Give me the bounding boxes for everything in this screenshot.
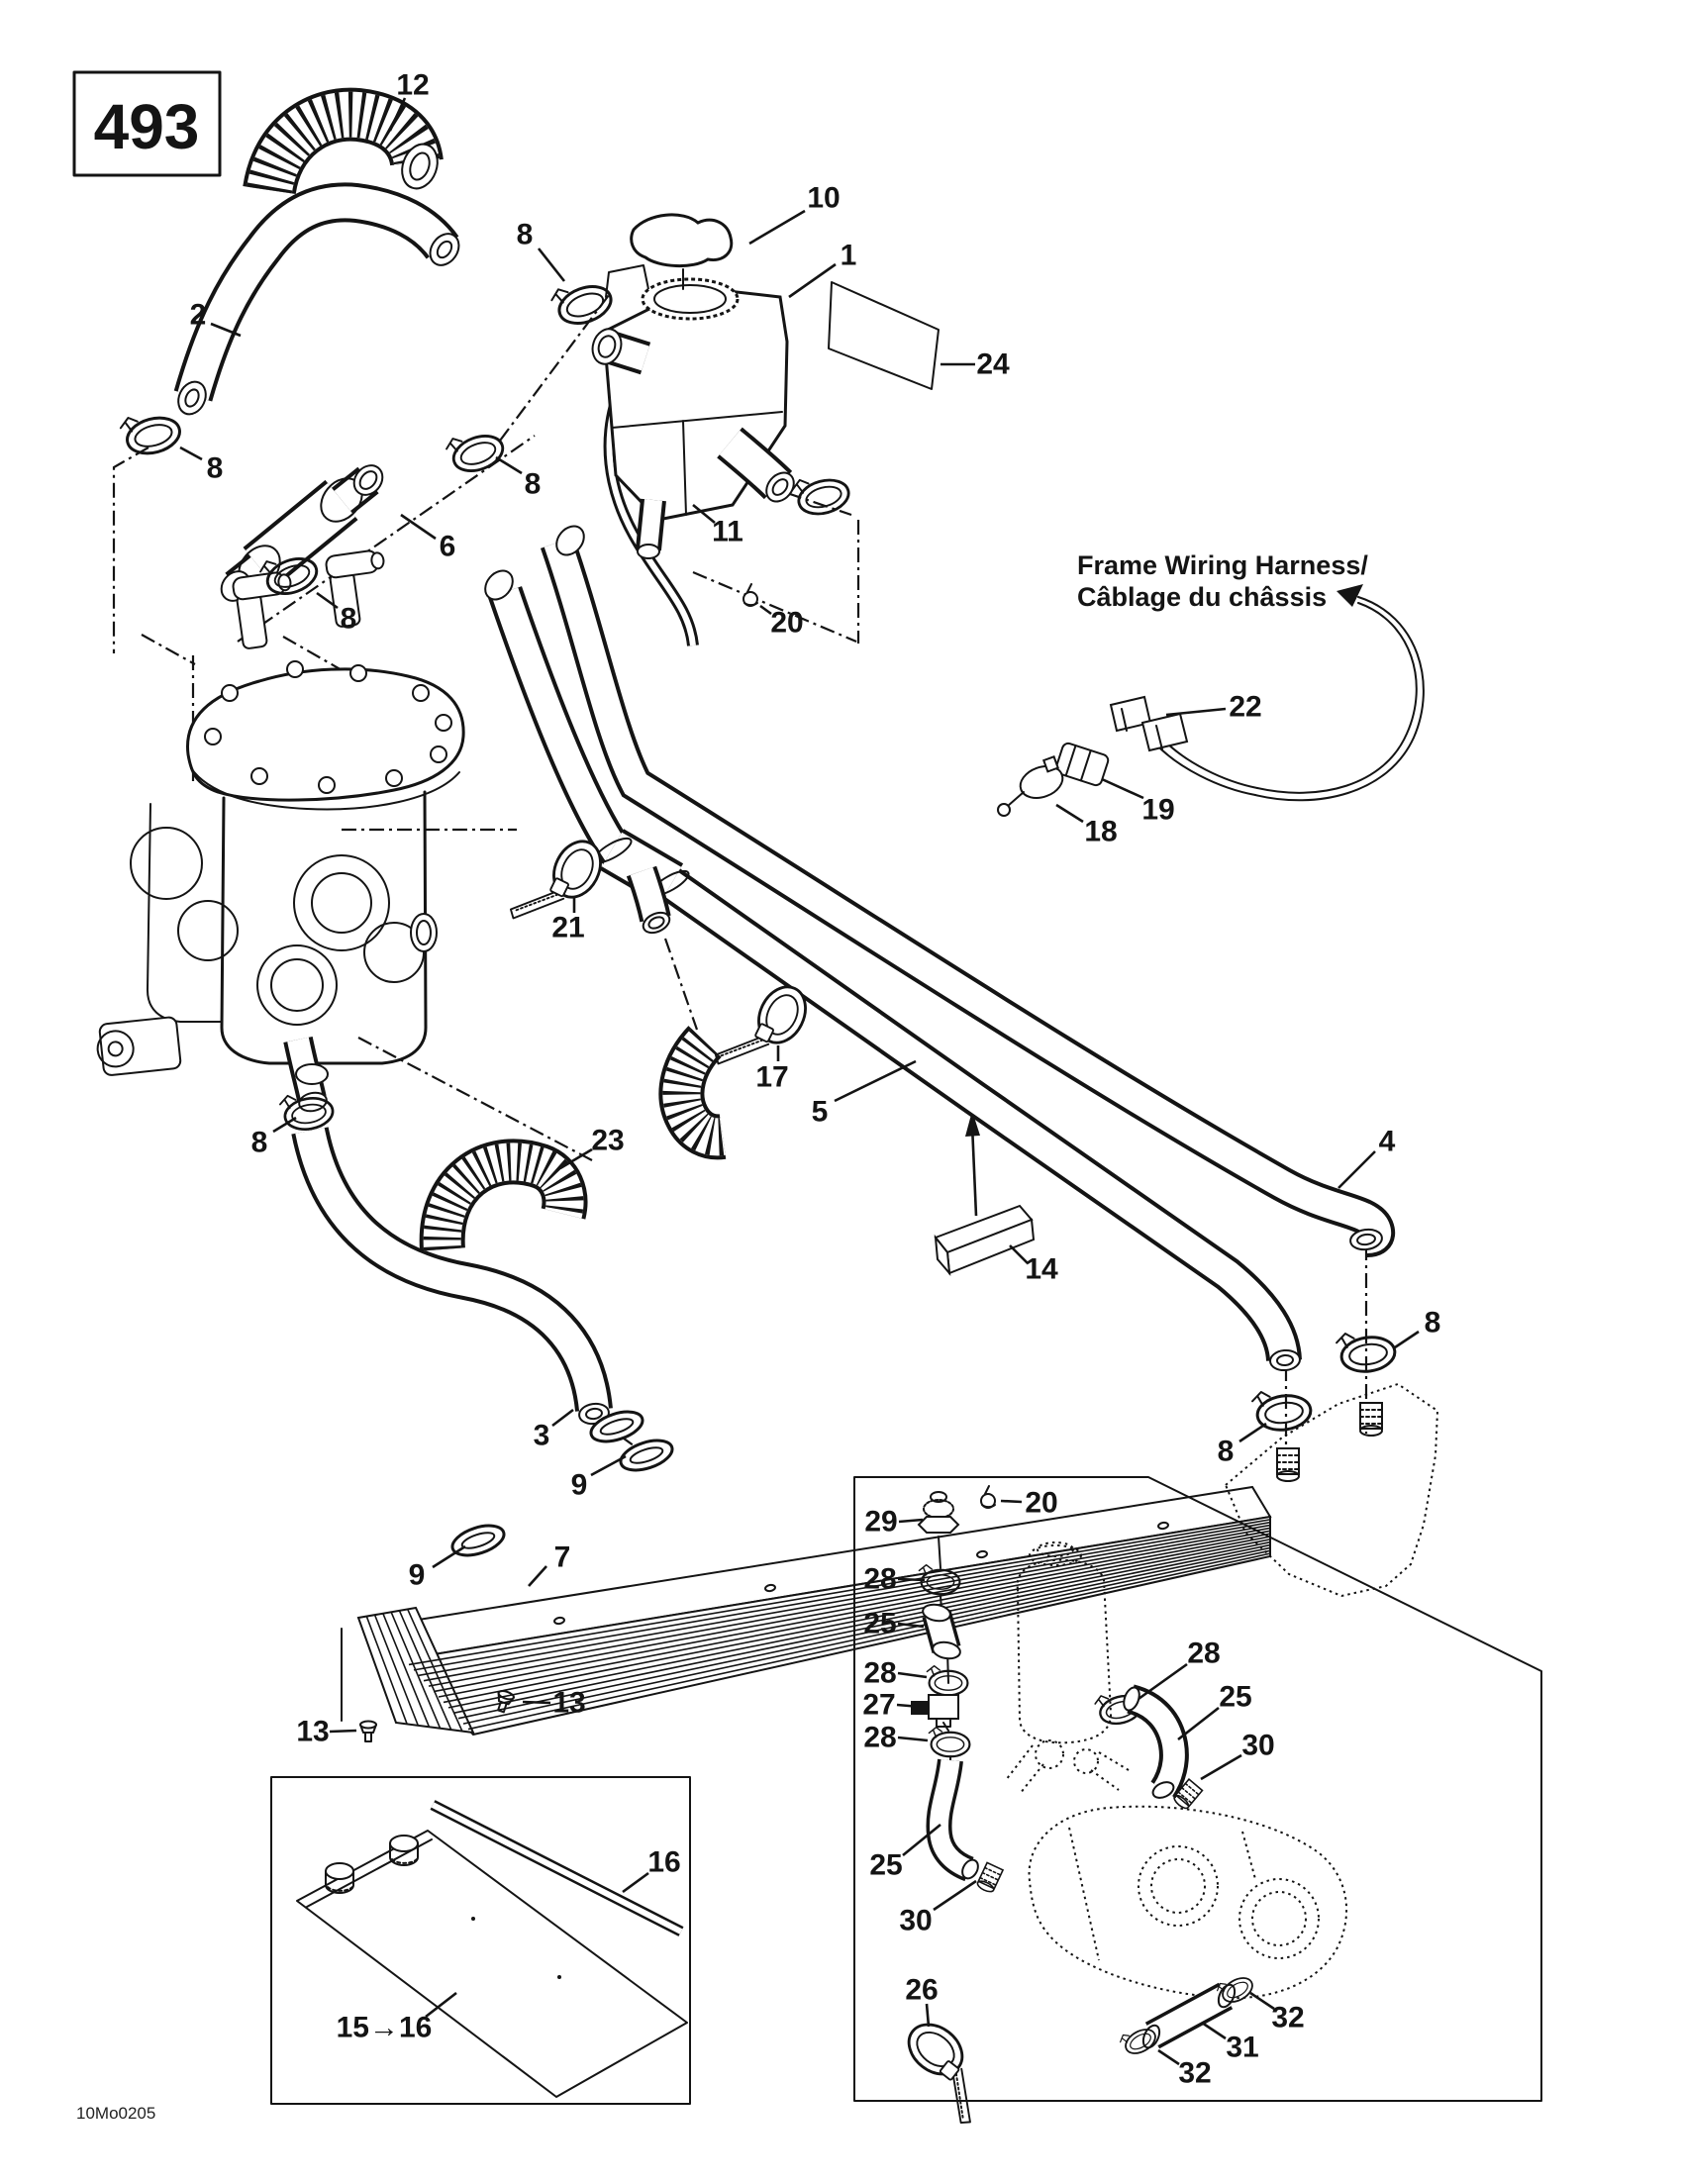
callout-leader-18 [1056,805,1083,822]
callout-leader-19 [1102,779,1143,798]
harness-note-line2: Câblage du châssis [1077,582,1328,612]
callout-leader-13 [330,1731,356,1732]
callout-8-9: 8 [340,602,357,636]
plate-grommet [390,1836,418,1865]
connectors-22 [1111,697,1187,750]
callout-28-39: 28 [1187,1637,1221,1670]
corrugated-hose-12 [269,115,444,194]
tunnel-plate-15 [297,1831,687,2097]
callout-13-29: 13 [296,1715,330,1748]
callout-7-26: 7 [553,1540,571,1574]
callout-11-10: 11 [712,515,743,548]
callout-leader-28 [898,1579,925,1580]
coolant-hose-2 [173,202,464,419]
callout-25-40: 25 [1219,1680,1252,1714]
callout-9-25: 9 [570,1468,588,1502]
spark-plug-cap [232,571,298,649]
callout-31-46: 31 [1226,2031,1259,2064]
callout-5-17: 5 [811,1095,829,1129]
engine-assembly [95,549,463,1114]
callout-27-37: 27 [862,1688,896,1722]
callout-leader-30 [934,1881,976,1910]
callout-6-8: 6 [439,530,456,563]
ghost-carburetors [1030,1807,1347,1998]
hose-25-elbow [1121,1685,1176,1801]
callout-8-6: 8 [206,451,224,485]
callout-8-7: 8 [524,467,542,501]
callout-25-42: 25 [869,1848,903,1882]
callout-21-15: 21 [551,911,585,944]
callout-leader-5 [835,1061,916,1101]
harness-note-line1: Frame Wiring Harness/ [1077,550,1368,580]
inset-box-plate [271,1777,690,2104]
corrugated-sleeve-23-left [443,1161,565,1249]
wiring-harness [998,584,1424,816]
callout-17-16: 17 [755,1060,789,1094]
callout-leader-4 [1338,1151,1375,1188]
clamp-28 [927,1666,967,1696]
callout-leader-20 [1001,1501,1022,1502]
crank-pulley [95,1017,181,1076]
callout-leader-31 [1202,2023,1226,2038]
callout-8-19: 8 [250,1126,268,1159]
fitting-30 [976,1862,1003,1893]
decal-24 [829,282,939,389]
callout-29-32: 29 [864,1505,898,1539]
callout-30-41: 30 [1241,1729,1275,1762]
callout-22-11: 22 [1229,690,1262,724]
callout-16-30: 16 [647,1845,681,1879]
callout-14-20: 14 [1025,1252,1058,1286]
model-number-box [74,72,220,175]
callout-1-4: 1 [840,239,857,272]
callout-leader-29 [899,1520,923,1522]
callout-leader-3 [552,1410,573,1426]
grommet-20-inset [981,1486,995,1508]
callout-3-24: 3 [533,1419,550,1452]
callout-32-45: 32 [1271,2001,1305,2035]
callout-30-43: 30 [899,1904,933,1937]
callout-8-1: 8 [516,218,534,251]
tee-fitting-27 [911,1695,958,1727]
spark-plug-cap [325,549,391,628]
callout-4-21: 4 [1378,1125,1396,1158]
callout-20-33: 20 [1025,1486,1058,1520]
callout-leader-28 [898,1673,927,1677]
callout-leader-8 [496,457,522,473]
fitting-under-pipe-4 [1360,1403,1382,1436]
callout-20-14: 20 [770,606,804,640]
callout-leader-8 [180,447,202,459]
callout-18-13: 18 [1084,815,1118,848]
callout-leader-8 [539,248,564,281]
callout-19-12: 19 [1141,793,1175,827]
callout-leader-9 [433,1546,465,1567]
hose-25-lower [939,1760,981,1881]
model-number: 493 [93,91,200,162]
callout-2-2: 2 [189,298,207,332]
callout-28-38: 28 [863,1721,897,1754]
callout-leader-28 [898,1737,928,1740]
outlet-ring [296,1064,328,1084]
callout-leader-6 [401,515,436,539]
temp-sensor-18 [998,756,1067,816]
callout-leader-30 [1201,1755,1241,1779]
callout-leader-16 [623,1873,648,1892]
callout-layer [180,69,1440,2090]
callout-24-5: 24 [976,347,1010,381]
callout-leader-1 [789,264,836,297]
callout-leader-26 [927,2004,929,2027]
footer-code: 10Mo0205 [76,2104,156,2123]
callout-leader-28 [1138,1664,1187,1699]
harness-note [1077,550,1368,612]
callout-leader-32 [1158,2050,1179,2064]
screw-13-left [360,1722,376,1742]
callout-26-44: 26 [905,1973,939,2007]
callout-28-34: 28 [863,1562,897,1596]
clamp-28 [929,1728,969,1757]
callout-leader-25 [1178,1708,1219,1739]
gaskets-9 [448,1406,675,1560]
callout-13-28: 13 [552,1686,586,1720]
callout-23-18: 23 [591,1124,625,1157]
cable-tie-26 [883,2010,1000,2126]
callout-8-22: 8 [1424,1306,1441,1340]
callout-leader-7 [529,1566,546,1586]
callout-leader-10 [749,211,805,244]
callout-15→16-31: 15→16 [336,2011,433,2044]
bleed-fitting-29 [919,1492,958,1533]
callout-10-3: 10 [807,181,841,215]
callout-leader-22 [1166,709,1226,715]
grommet-20 [743,584,757,606]
fitting-under-pipe-5 [1277,1448,1299,1481]
callout-32-47: 32 [1178,2056,1212,2090]
callout-leader-13 [523,1702,550,1703]
callout-25-35: 25 [863,1607,897,1640]
callout-leader-8 [1395,1332,1419,1347]
callout-12-0: 12 [396,68,430,102]
callout-leader-8 [1239,1424,1266,1441]
callout-8-23: 8 [1217,1435,1235,1468]
callout-9-27: 9 [408,1558,426,1592]
callout-28-36: 28 [863,1656,897,1690]
